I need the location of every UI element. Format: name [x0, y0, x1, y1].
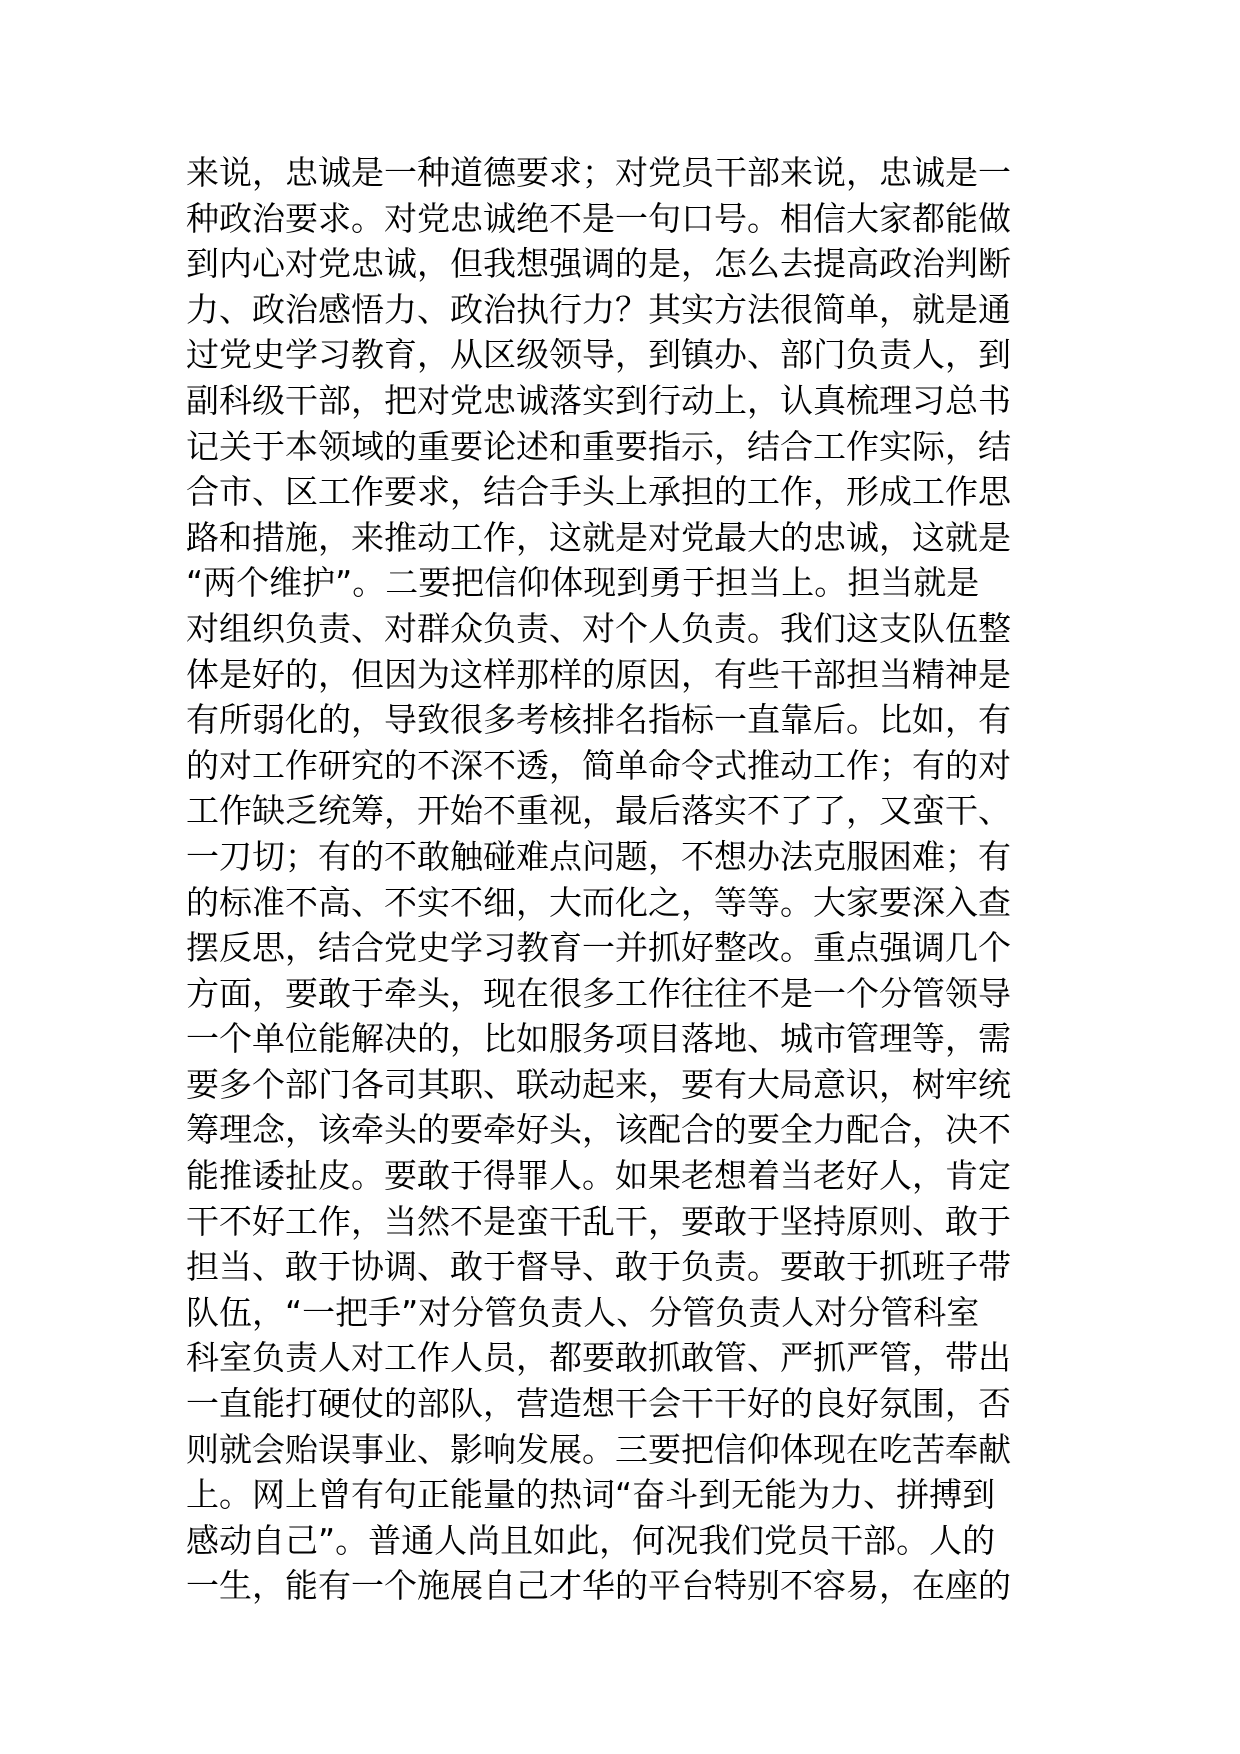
text-line: 到内心对党忠诚，但我想强调的是，怎么去提高政治判断	[186, 244, 1011, 284]
text-line: 的对工作研究的不深不透，简单命令式推动工作；有的对	[186, 745, 1011, 785]
text-line: 则就会贻误事业、影响发展。三要把信仰体现在吃苦奉献	[186, 1429, 1011, 1469]
text-line: 来说，忠诚是一种道德要求；对党员干部来说，忠诚是一	[186, 153, 1011, 192]
text-line: 力、政治感悟力、政治执行力？其实方法很简单，就是通	[186, 289, 1011, 329]
text-line: 担当、敢于协调、敢于督导、敢于负责。要敢于抓班子带	[186, 1247, 1011, 1287]
text-line: 记关于本领域的重要论述和重要指示，结合工作实际，结	[186, 426, 1011, 466]
text-line: 要多个部门各司其职、联动起来，要有大局意识，树牢统	[186, 1064, 1011, 1104]
text-line: 一个单位能解决的，比如服务项目落地、城市管理等，需	[186, 1019, 1011, 1059]
text-line: 方面，要敢于牵头，现在很多工作往往不是一个分管领导	[186, 973, 1011, 1013]
text-line: 摆反思，结合党史学习教育一并抓好整改。重点强调几个	[186, 928, 1011, 968]
text-line: 一直能打硬仗的部队，营造想干会干干好的良好氛围，否	[186, 1384, 1011, 1424]
text-line: 有所弱化的，导致很多考核排名指标一直靠后。比如，有	[186, 700, 1011, 740]
text-line: 过党史学习教育，从区级领导，到镇办、部门负责人，到	[186, 335, 1011, 375]
text-line: 科室负责人对工作人员，都要敢抓敢管、严抓严管，带出	[186, 1338, 1011, 1378]
text-line: 合市、区工作要求，结合手头上承担的工作，形成工作思	[186, 472, 1011, 512]
text-line: 对组织负责、对群众负责、对个人负责。我们这支队伍整	[186, 608, 1011, 648]
text-line: 感动自己”。普通人尚且如此，何况我们党员干部。人的	[186, 1520, 996, 1560]
text-line: 工作缺乏统筹，开始不重视，最后落实不了了，又蛮干、	[186, 791, 1011, 831]
text-line: 路和措施，来推动工作，这就是对党最大的忠诚，这就是	[186, 517, 1011, 557]
text-line: 体是好的，但因为这样那样的原因，有些干部担当精神是	[186, 654, 1011, 694]
text-line: 的标准不高、不实不细，大而化之，等等。大家要深入查	[186, 882, 1011, 922]
text-line: 一刀切；有的不敢触碰难点问题，不想办法克服困难；有	[186, 836, 1011, 876]
text-line: 能推诿扯皮。要敢于得罪人。如果老想着当老好人，肯定	[186, 1156, 1011, 1196]
text-line: 种政治要求。对党忠诚绝不是一句口号。相信大家都能做	[186, 198, 1011, 238]
text-line: 队伍，“一把手”对分管负责人、分管负责人对分管科室	[186, 1292, 980, 1332]
text-line: 上。网上曾有句正能量的热词“奋斗到无能为力、拼搏到	[186, 1475, 996, 1515]
text-line: 干不好工作，当然不是蛮干乱干，要敢于坚持原则、敢于	[186, 1201, 1011, 1241]
body-text	[186, 150, 1066, 1609]
text-line: 副科级干部，把对党忠诚落实到行动上，认真梳理习总书	[186, 380, 1011, 420]
text-line: 一生，能有一个施展自己才华的平台特别不容易，在座的	[186, 1566, 1011, 1606]
text-line: 筹理念，该牵头的要牵好头，该配合的要全力配合，决不	[186, 1110, 1011, 1150]
text-line: “两个维护”。二要把信仰体现到勇于担当上。担当就是	[186, 563, 980, 603]
